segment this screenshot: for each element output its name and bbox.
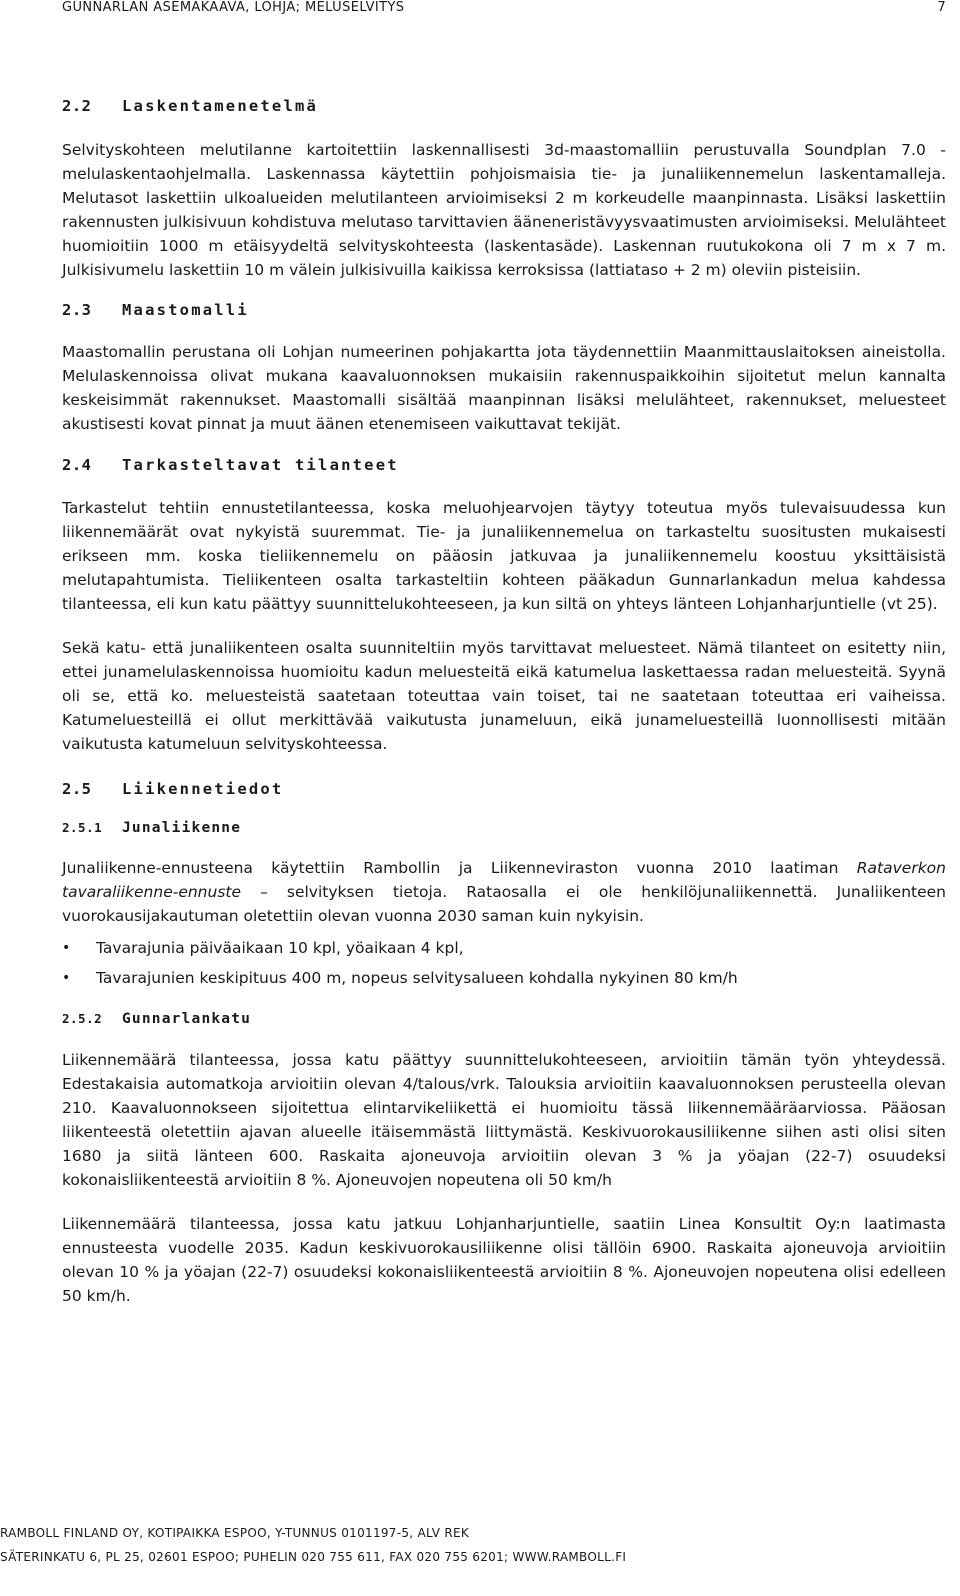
section-heading-2-2 [62, 97, 946, 115]
footer-company-line: RAMBOLL FINLAND OY, KOTIPAIKKA ESPOO, Y-TUNNUS 0101197-5, ALV REK [0, 1526, 470, 1540]
paragraph-gunnarlankatu-1: Liikennemäärä tilanteessa, jossa katu päättyy suunnittelukohteeseen, arvioitiin tämän työn yhteydessä. Edestakaisia automatkoja arvioitiin olevan 4/talous/vrk. Talouksia arvioitiin kaavaluonnoksen perusteella olevan 210. Kaavaluonnokseen sijoitettua elintarvikeliikettä ei huomioitu tässä liikennemääräarviossa. Pääosan liikenteestä oletettiin ajavan alueelle itäisemmästä liittymästä. Keskivuorokausiliikenne siihen asti olisi siten 1680 ja siitä länteen 600. Raskaita ajoneuvoja arvioitiin olevan 3 % ja yöajan (22-7) osuudeksi kokonaisliikenteestä arvioitiin 8 %. Ajoneuvojen nopeutena oli 50 km/h [62, 1051, 946, 1189]
paragraph-laskentamenetelma: Selvityskohteen melutilanne kartoitettiin laskennallisesti 3d-maastomalliin perustuvalla Soundplan 7.0 - melulaskentaohjelmalla. Laskennassa käytettiin pohjoismaisia tie- ja junaliikennemelun laskentamalleja. Melutasot laskettiin ulkoalueiden melutilanteen arvioimiseksi 2 m korkeudelle maanpinnasta. Lisäksi laskettiin rakennusten julkisivuun kohdistuva melutaso tarvittavien ääneneristävyysvaatimusten arvioimiseksi. Melulähteet huomioitiin 1000 m etäisyydeltä selvityskohteesta (laskentasäde). Laskennan ruutukokona oli 7 m x 7 m. Julkisivumelu laskettiin 10 m välein julkisivuilla kaikissa kerroksissa (lattiataso + 2 m) oleviin pisteisiin. [62, 141, 946, 279]
bullet-icon: • [62, 940, 71, 956]
section-title: Maastomalli [122, 301, 249, 319]
page-header [62, 0, 946, 26]
paragraph-gunnarlankatu-2: Liikennemäärä tilanteessa, jossa katu jatkuu Lohjanharjuntielle, saatiin Linea Konsultit Oy:n laatimasta ennusteesta vuodelle 2035. Kadun keskivuorokausiliikenne olisi tällöin 6900. Raskaita ajoneuvoja arvioitiin olevan 10 % ja yöajan (22-7) osuudeksi kokonaisliikenteestä arvioitiin 8 %. Ajoneuvojen nopeutena olisi edelleen 50 km/h. [62, 1215, 946, 1305]
bullet-icon: • [62, 970, 71, 986]
page-footer [0, 1526, 960, 1564]
subsection-number: 2.5.1 [62, 820, 103, 835]
subsection-number: 2.5.2 [62, 1011, 103, 1026]
bullet-list [62, 936, 946, 990]
page-content [62, 62, 946, 1308]
list-item [62, 966, 946, 990]
section-number: 2.4 [62, 456, 92, 474]
paragraph-tarkastelut-2: Sekä katu- että junaliikenteen osalta suunniteltiin myös tarvittavat meluesteet. Nämä tilanteet on esitetty niin, ettei junamelulaskennoissa huomioitu kadun meluesteitä eikä katumelua laskettaessa radan meluesteitä. Syynä oli se, että ko. meluesteistä saatetaan toteuttaa vain toiset, tai ne saatetaan toteuttaa eri vaiheissa. Katumeluesteillä ei ollut merkittävää vaikutusta junameluun, eikä junameluesteillä luonnollisesti mitään vaikutusta katumeluun selvityskohteessa. [62, 639, 946, 753]
section-number: 2.2 [62, 97, 92, 115]
section-number: 2.3 [62, 301, 92, 319]
paragraph-maastomalli: Maastomallin perustana oli Lohjan numeerinen pohjakartta jota täydennettiin Maanmittauslaitoksen aineistolla. Melulaskennoissa olivat mukana kaavaluonnoksen mukaisiin rakennuspaikkoihin sijoitetut melun kannalta keskeisimmät rakennukset. Maastomalli sisältää maanpinnan lisäksi melulähteet, rakennukset, meluesteet akustisesti kovat pinnat ja muut äänen etenemiseen vaikuttavat tekijät. [62, 343, 946, 433]
paragraph-tarkastelut-1: Tarkastelut tehtiin ennustetilanteessa, koska meluohjearvojen täytyy toteutua myös tulevaisuudessa kun liikennemäärät ovat nykyistä suuremmat. Tie- ja junaliikennemelua on tarkasteltu suositusten mukaisesti erikseen mm. koska tieliikennemelu on pääosin jatkuvaa ja junaliikennemelu koostuu yksittäisistä melutapahtumista. Tieliikenteen osalta tarkasteltiin kohteen pääkadun Gunnarlankadun melua kahdessa tilanteessa, eli kun katu päättyy suunnittelukohteeseen, ja kun siltä on yhteys länteen Lohjanharjuntielle (vt 25). [62, 499, 946, 613]
report-title-italic: Rataverkon tavaraliikenne-ennuste [62, 859, 946, 901]
subsection-heading-2-5-1 [62, 820, 946, 836]
subsection-title: Gunnarlankatu [122, 1011, 252, 1027]
list-item-text: Tavarajunia päiväaikaan 10 kpl, yöaikaan 4 kpl, [96, 939, 464, 957]
footer-address-line: SÄTERINKATU 6, PL 25, 02601 ESPOO; PUHELIN 020 755 611, FAX 020 755 6201; WWW.RAMBOLL.FI [0, 1550, 627, 1564]
list-item [62, 936, 946, 960]
section-title: Tarkasteltavat tilanteet [122, 456, 399, 474]
section-heading-2-5 [62, 780, 946, 798]
section-title: Liikennetiedot [122, 780, 284, 798]
document-title: GUNNARLAN ASEMAKAAVA, LOHJA; MELUSELVITYS [62, 0, 405, 15]
section-number: 2.5 [62, 780, 92, 798]
section-heading-2-3 [62, 301, 946, 319]
text-run: Junaliikenne-ennusteena käytettiin Rambollin ja Liikenneviraston vuonna 2010 laatiman [62, 859, 857, 877]
subsection-title: Junaliikenne [122, 820, 242, 836]
page-number: 7 [937, 0, 946, 15]
subsection-heading-2-5-2 [62, 1011, 946, 1027]
list-item-text: Tavarajunien keskipituus 400 m, nopeus selvitysalueen kohdalla nykyinen 80 km/h [96, 969, 738, 987]
text-run: – selvityksen tietoja. Rataosalla ei ole henkilöjunaliikennettä. Junaliikenteen vuorokausijakautuman oletettiin olevan vuonna 2030 saman kuin nykyisin. [62, 883, 946, 925]
section-heading-2-4 [62, 456, 946, 474]
paragraph-junaliikenne [62, 856, 946, 928]
section-title: Laskentamenetelmä [122, 97, 319, 115]
